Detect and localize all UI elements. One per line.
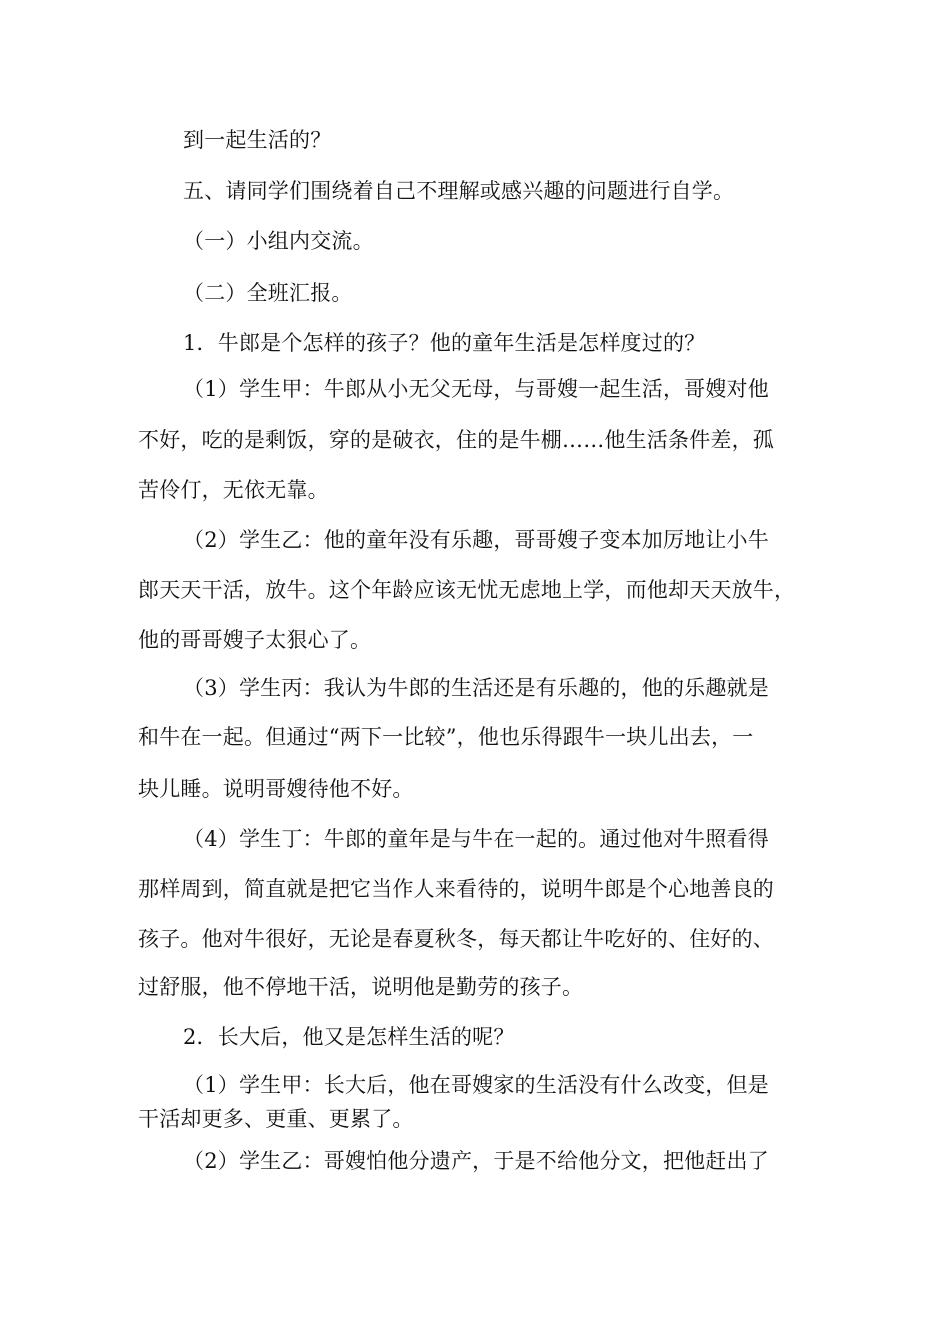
answer-1-3-line-1: （3）学生丙：我认为牛郎的生活还是有乐趣的，他的乐趣就是 [183,676,769,700]
answer-1-4-line-3: 孩子。他对牛很好，无论是春夏秋冬，每天都让牛吃好的、住好的、 [138,927,774,951]
answer-2-1-line-2: 干活却更多、更重、更累了。 [138,1107,414,1131]
text-line-continuation: 到一起生活的？ [183,128,332,152]
answer-1-3-line-3: 块儿睡。说明哥嫂待他不好。 [138,777,414,801]
answer-1-1-line-2: 不好，吃的是剩饭，穿的是破衣，住的是牛棚……他生活条件差，孤 [138,428,774,452]
answer-1-1-line-3: 苦伶仃，无依无靠。 [138,478,329,502]
question-one: 1．牛郎是个怎样的孩子？他的童年生活是怎样度过的？ [183,331,706,355]
section-heading-five: 五、请同学们围绕着自己不理解或感兴趣的问题进行自学。 [183,179,735,203]
answer-1-1-line-1: （1）学生甲：牛郎从小无父无母，与哥嫂一起生活，哥嫂对他 [183,377,769,401]
answer-1-3-line-2: 和牛在一起。但通过“两下一比较”，他也乐得跟牛一块儿出去，一 [138,725,754,749]
answer-2-2-line-1: （2）学生乙：哥嫂怕他分遗产，于是不给他分文，把他赶出了 [183,1149,769,1173]
answer-1-4-line-2: 那样周到，简直就是把它当作人来看待的，说明牛郎是个心地善良的 [138,877,774,901]
answer-1-2-line-3: 他的哥哥嫂子太狠心了。 [138,628,372,652]
question-two: 2．长大后，他又是怎样生活的呢？ [183,1025,515,1049]
answer-1-4-line-4: 过舒服，他不停地干活，说明他是勤劳的孩子。 [138,975,584,999]
answer-1-4-line-1: （4）学生丁：牛郎的童年是与牛在一起的。通过他对牛照看得 [183,827,769,851]
answer-2-1-line-1: （1）学生甲：长大后，他在哥嫂家的生活没有什么改变，但是 [183,1073,769,1097]
answer-1-2-line-2: 郎天天干活，放牛。这个年龄应该无忧无虑地上学，而他却天天放牛， [138,578,796,602]
subheading-class-report: （二）全班汇报。 [183,281,353,305]
subheading-group-exchange: （一）小组内交流。 [183,229,374,253]
answer-1-2-line-1: （2）学生乙：他的童年没有乐趣，哥哥嫂子变本加厉地让小牛 [183,528,769,552]
